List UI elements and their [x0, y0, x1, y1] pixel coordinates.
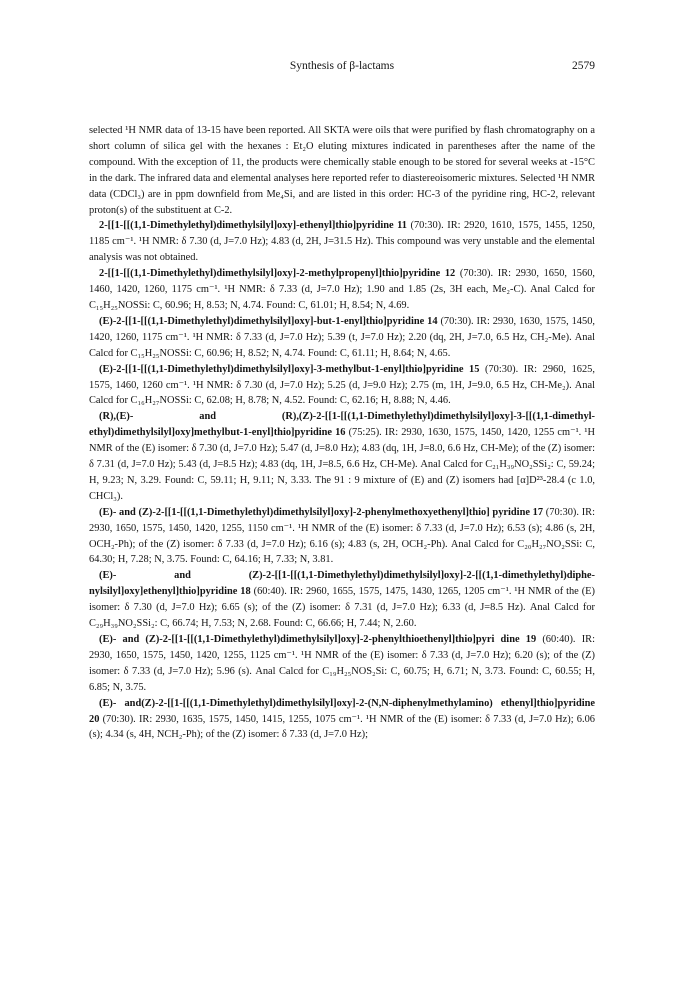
- compound-20-name: (E)- and(Z)-2-[[1-[[(1,1-Dimethylethyl)dimethylsilyl]oxy]-2-(N,N-diphenylmethylamino) ethenyl]thio]pyridine 20: [89, 697, 595, 725]
- compound-11-entry: [89, 218, 595, 266]
- compound-12-data: (70:30). IR: 2930, 1650, 1560, 1460, 1420, 1260, 1175 cm⁻¹. ¹H NMR: δ 7.33 (d, J=7.0 Hz); 1.90 and 1.85 (2s, 3H each, Me₂-C). Anal Calcd for C₁₅H₂₅NOSSi: C, 60.96; H, 8.53; N, 4.74. Found: C, 61.01; H, 8.54; N, 4.69.: [89, 268, 595, 311]
- compound-17-name: (E)- and (Z)-2-[[1-[[(1,1-Dimethylethyl)dimethylsilyl]oxy]-2-phenylmethoxyethenyl]thio] pyridine 17: [99, 506, 544, 518]
- compound-12-entry: [89, 266, 595, 314]
- compound-12-name: 2-[[1-[[(1,1-Dimethylethyl)dimethylsilyl]oxy]-2-methylpropenyl]thio]pyridine 12: [99, 268, 456, 280]
- intro-paragraph: [89, 123, 595, 218]
- compound-20-data: (70:30). IR: 2930, 1635, 1575, 1450, 1415, 1255, 1075 cm⁻¹. ¹H NMR of the (E) isomer: δ 7.33 (d, J=7.0 Hz); 6.06 (s); 4.34 (s, 4H, NCH₂-Ph); of the (Z) isomer: δ 7.33 (d, J=7.0 Hz);: [89, 713, 595, 741]
- compound-15-name: (E)-2-[[1-[[(1,1-Dimethylethyl)dimethylsilyl]oxy]-3-methylbut-1-enyl]thio]pyridine 15: [99, 363, 480, 375]
- body-text: [89, 123, 595, 743]
- compound-15-data: (70:30). IR: 2960, 1625, 1575, 1460, 1260 cm⁻¹. ¹H NMR: δ 7.30 (d, J=7.0 Hz); 5.25 (d, J=9.0 Hz); 2.75 (m, 1H, J=9.0, 6.5 Hz, CH-Me₂). Anal Calcd for C₁₆H₂₇NOSSi: C, 62.08; H, 8.78; N, 4.52. Found: C, 62.16; H, 8.88; N, 4.46.: [89, 363, 595, 407]
- compound-11-name: 2-[[1-[[(1,1-Dimethylethyl)dimethylsilyl]oxy]-ethenyl]thio]pyridine 11: [99, 220, 407, 232]
- compound-17-entry: [89, 505, 595, 569]
- compound-16-entry: [89, 409, 595, 504]
- page-number: 2579: [572, 60, 595, 72]
- compound-20-entry: [89, 696, 595, 744]
- running-title: Synthesis of β-lactams: [289, 60, 395, 72]
- compound-18-data: (60:40). IR: 2960, 1655, 1575, 1475, 1430, 1265, 1205 cm⁻¹. ¹H NMR of the (E) isomer: δ 7.30 (d, J=7.0 Hz); 6.65 (s); of the (Z) isomer: δ 7.31 (d, J=7.0 Hz); 6.33 (d, J=8.5 Hz). Anal Calcd for C₂₉H₃₉NO₂SSi₂: C, 66.74; H, 7.53; N, 2.68. Found: C, 66.66; H, 7.44; N, 2.60.: [89, 586, 595, 630]
- intro-text: selected ¹H NMR data of 13-15 have been reported. All SKTA were oils that were purified by flash chromatography on a short column of silica gel with the hexanes : Et₂O eluting mixtures indicated in parentheses after the name of the compound. With the exception of 11, the products were chemically stable enough to be stored for several weeks at -15°C in the dark. The infrared data and elemental analyses here reported refer to diastereoisomeric mixtures. Selected ¹H NMR data (CDCl₃) are in ppm downfield from Me₄Si, and are listed in this order: HC-3 of the pyridine ring, HC-2, relevant proton(s) of the substituent at C-2.: [89, 125, 595, 216]
- compound-14-name: (E)-2-[[1-[[(1,1-Dimethylethyl)dimethylsilyl]oxy]-but-1-enyl]thio]pyridine 14: [99, 315, 438, 327]
- compound-15-entry: [89, 362, 595, 410]
- compound-14-data: (70:30). IR: 2930, 1630, 1575, 1450, 1420, 1260, 1175 cm⁻¹. ¹H NMR: δ 7.33 (d, J=7.0 Hz); 5.39 (t, J=7.0 Hz); 2.20 (dq, 2H, J=7.0, 6.5 Hz, CH₂-Me). Anal Calcd for C₁₅H₂₅NOSSi: C, 60.96; H, 8.52; N, 4.74. Found: C, 61.11; H, 8.64; N, 4.65.: [89, 315, 595, 359]
- compound-19-name: (E)- and (Z)-2-[[1-[[(1,1-Dimethylethyl)dimethylsilyl]oxy]-2-phenylthioethenyl]thio]pyri dine 19: [99, 634, 537, 645]
- compound-19-entry: [89, 632, 595, 696]
- compound-19-data: (60:40). IR: 2930, 1650, 1575, 1450, 1420, 1255, 1125 cm⁻¹. ¹H NMR of the (E) isomer: δ 7.33 (d, J=7.0 Hz); 6.20 (s); of the (Z) isomer: δ 7.33 (d, J=7.0 Hz); 5.96 (s). Anal Calcd for C₁₉H₂₅NOS₂Si: C, 60.75; H, 6.71; N, 3.73. Found: C, 60.55; H, 6.85; N, 3.75.: [89, 634, 595, 693]
- compound-18-name: (E)- and (Z)-2-[[1-[[(1,1-Dimethylethyl)dimethylsilyl]oxy]-2-[[(1,1-dimethylethyl)diphenylsilyl]oxy]ethenyl]thio]pyridine 18: [89, 570, 595, 598]
- compound-16-data: (75:25). IR: 2930, 1630, 1575, 1450, 1420, 1255 cm⁻¹. ¹H NMR of the (E) isomer: δ 7.30 (d, J=7.0 Hz); 5.47 (d, J=8.0 Hz); 4.83 (dq, 1H, J=8.0, 6.6 Hz, CH-Me); of the (Z) isomer: δ 7.31 (d, J=7.0 Hz); 5.43 (d, J=8.5 Hz); 4.83 (dq, 1H, J=8.5, 6.6 Hz, CH-Me). Anal Calcd for C₂₁H₃₉NO₂SSi₂: C, 59.24; H, 9.23; N, 3.29. Found: C, 59.11; H, 9.11; N, 3.33. The 91 : 9 mixture of (E) and (Z) isomers had [α]D²³-28.4 (c 1.0, CHCl₃).: [89, 427, 595, 502]
- compound-16-name: (R),(E)- and (R),(Z)-2-[[1-[[(1,1-Dimethylethyl)dimethylsilyl]oxy]-3-[[(1,1-dimethylethyl)dimethylsilyl]oxy]methylbut-1-enyl]thio]pyridine 16: [89, 411, 595, 439]
- compound-17-data: (70:30). IR: 2930, 1650, 1575, 1450, 1420, 1255, 1150 cm⁻¹. ¹H NMR of the (E) isomer: δ 7.33 (d, J=7.0 Hz); 6.53 (s); 4.86 (s, 2H, OCH₂-Ph); of the (Z) isomer: δ 7.33 (d, J=7.0 Hz); 6.16 (s); 4.83 (s, 2H, OCH₂-Ph). Anal Calcd for C₂₀H₂₇NO₂SSi: C, 64.30; H, 7.28; N, 3.75. Found: C, 64.16; H, 7.33; N, 3.81.: [89, 506, 595, 566]
- page-header: [89, 60, 595, 80]
- compound-18-entry: [89, 568, 595, 632]
- compound-11-data: (70:30). IR: 2920, 1610, 1575, 1455, 1250, 1185 cm⁻¹. ¹H NMR: δ 7.30 (d, J=7.0 Hz); 4.83 (d, 2H, J=31.5 Hz). This compound was very unstable and the elemental analysis was not obtained.: [89, 220, 596, 264]
- compound-14-entry: [89, 314, 595, 362]
